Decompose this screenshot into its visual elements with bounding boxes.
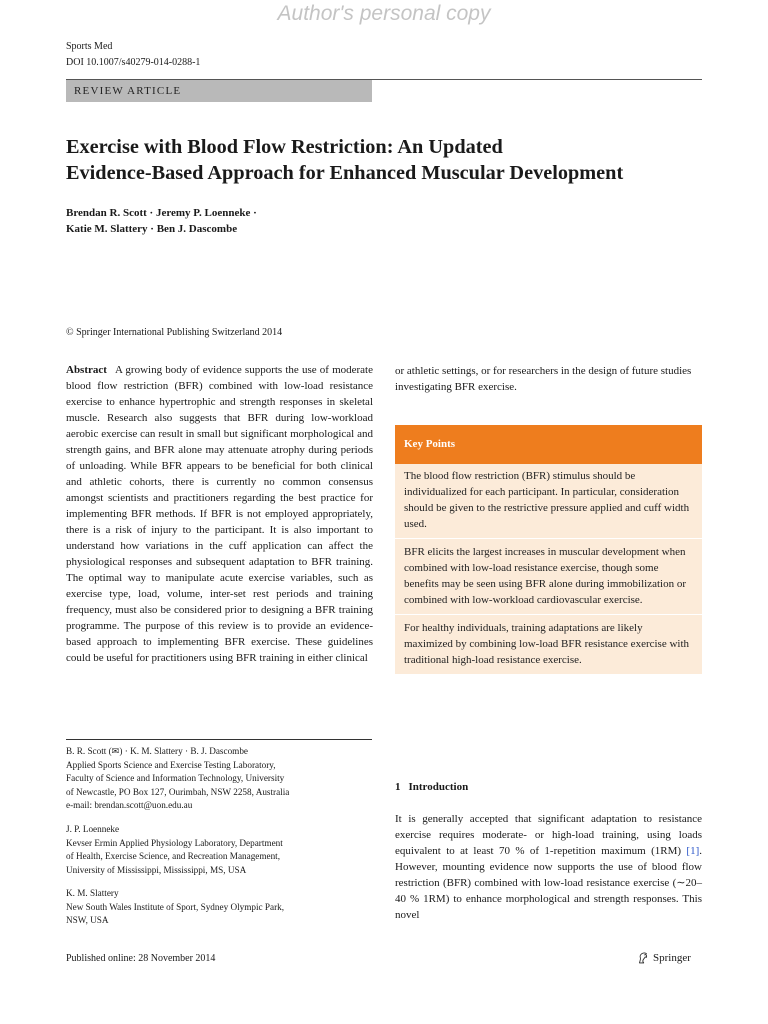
- section-title: Introduction: [408, 781, 469, 793]
- published-date: Published online: 28 November 2014: [66, 953, 216, 964]
- affiliation-line: New South Wales Institute of Sport, Sydney Olympic Park,: [66, 901, 285, 912]
- abstract-continuation: or athletic settings, or for researchers in the design of future studies investigating BFR exercise.: [395, 365, 692, 393]
- affiliation-line: of Newcastle, PO Box 127, Ourimbah, NSW 2258, Australia: [66, 786, 290, 797]
- author-list: [66, 205, 466, 237]
- journal-name: Sports Med: [66, 41, 113, 52]
- affiliation-line: Kevser Ermin Applied Physiology Laboratory, Department: [66, 837, 283, 848]
- abstract: [66, 362, 373, 666]
- footnote-rule: [66, 739, 372, 740]
- key-point-item: The blood flow restriction (BFR) stimulus should be individualized for each participant. In particular, consideration should be given to the restrictive pressure applied and cuff width used.: [395, 464, 702, 538]
- article-type-banner: REVIEW ARTICLE: [66, 80, 372, 102]
- affiliation-line: of Health, Exercise Science, and Recreation Management,: [66, 851, 281, 862]
- copyright-notice: © Springer International Publishing Switzerland 2014: [66, 327, 283, 338]
- abstract-text: A growing body of evidence supports the use of moderate blood flow restriction (BFR) combined with low-load resistance exercise to enhance hypertrophic and strength responses in skeletal muscle. Research also suggests that BFR during low-workload aerobic exercise can result in small but significant morphological and strength gains, and BFR alone may attenuate atrophy during periods of unloading. While BFR appears to be beneficial for both clinical and athletic cohorts, there is currently no common consensus amongst scientists and practitioners regarding the best practice for implementing BFR methods. If BFR is not employed appropriately, there is a risk of injury to the participant. It is also important to understand how variations in the cuff application can affect the physiological responses and subsequent adaptation to BFR training. The optimal way to manipulate acute exercise variables, such as exercise type, load, volume, inter-set rest periods and training frequency, must also be considered prior to designing a BFR training programme. The purpose of this review is to provide an evidence-based approach to implementing BFR exercise. These guidelines could be useful for practitioners using BFR training in either clinical: [66, 364, 373, 664]
- intro-text: It is generally accepted that significant adaptation to resistance exercise requires moderate- or high-load training, using loads equivalent to at least 70 % of 1-repetition maximum (1RM): [395, 813, 702, 857]
- affiliation-names: J. P. Loenneke: [66, 824, 120, 834]
- affiliation-names: B. R. Scott (✉) · K. M. Slattery · B. J. Dascombe: [66, 746, 248, 756]
- abstract-label: Abstract: [66, 364, 107, 376]
- key-point-item: For healthy individuals, training adaptations are likely maximized by combining low-load BFR resistance exercise with traditional high-load resistance exercise.: [395, 614, 702, 674]
- watermark: Author's personal copy: [277, 2, 491, 25]
- author-email[interactable]: e-mail: brendan.scott@uon.edu.au: [66, 800, 193, 811]
- introduction-body: [395, 811, 702, 923]
- affiliation-block: [66, 887, 373, 928]
- publisher-logo: [636, 951, 691, 965]
- affiliation-line: University of Mississippi, Mississippi, MS, USA: [66, 864, 247, 875]
- affiliation-line: Applied Sports Science and Exercise Testing Laboratory,: [66, 759, 276, 770]
- title-line-2: Evidence-Based Approach for Enhanced Muscular Development: [66, 162, 624, 184]
- doi[interactable]: DOI 10.1007/s40279-014-0288-1: [66, 57, 201, 68]
- affiliation-block: [66, 823, 373, 877]
- article-title: [66, 134, 706, 186]
- key-points-box: [395, 425, 702, 674]
- affiliation-line: NSW, USA: [66, 915, 109, 926]
- authors-line-1: Brendan R. Scott · Jeremy P. Loenneke ·: [66, 207, 257, 219]
- springer-horse-icon: [636, 951, 650, 965]
- section-heading-introduction: [395, 781, 468, 793]
- section-number: 1: [395, 781, 401, 793]
- authors-line-2: Katie M. Slattery · Ben J. Dascombe: [66, 223, 238, 235]
- affiliation-block: [66, 745, 373, 813]
- citation-link[interactable]: [1]: [686, 845, 700, 857]
- key-points-heading: Key Points: [395, 425, 702, 464]
- affiliation-names: K. M. Slattery: [66, 888, 119, 898]
- title-line-1: Exercise with Blood Flow Restriction: An Updated: [66, 136, 503, 158]
- publisher-name: Springer: [653, 952, 691, 964]
- affiliation-line: Faculty of Science and Information Technology, University: [66, 773, 285, 784]
- intro-text: . However, mounting evidence now supports the use of blood flow restriction (BFR) combined with low-load resistance exercise (∼20–40 % 1RM) to enhance morphological and strength responses. This novel: [395, 845, 702, 921]
- key-point-item: BFR elicits the largest increases in muscular development when combined with low-load resistance exercise, though some benefits may be seen using BFR alone during immobilization or combined with low-workload cardiovascular exercise.: [395, 538, 702, 614]
